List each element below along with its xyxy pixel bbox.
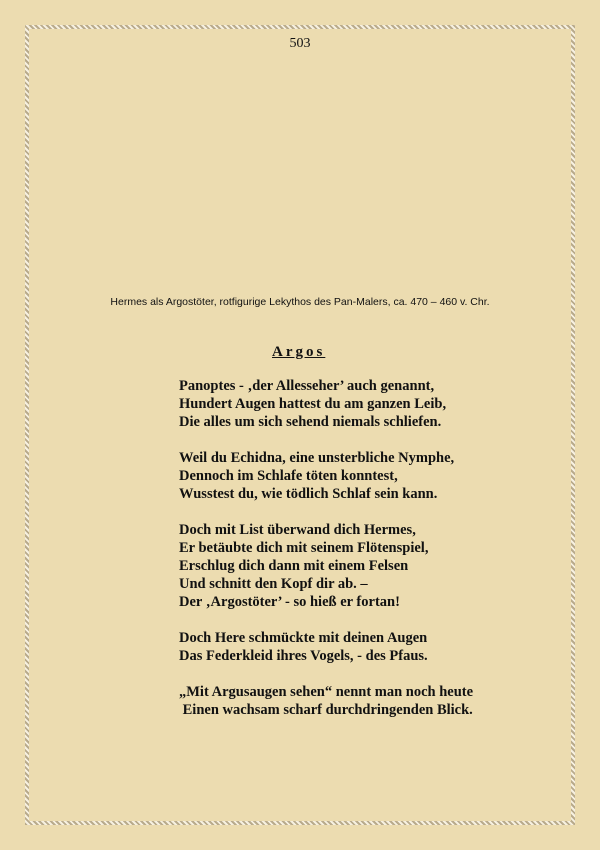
poem-line: Einen wachsam scharf durchdringenden Blick.: [179, 702, 473, 718]
poem-line: Dennoch im Schlafe töten konntest,: [179, 468, 398, 484]
poem-line: Weil du Echidna, eine unsterbliche Nymphe,: [179, 450, 455, 466]
poem-line: Er betäubte dich mit seinem Flötenspiel,: [179, 540, 429, 556]
stanza: [179, 683, 559, 719]
stanza: [179, 449, 559, 503]
poem-line: Doch Here schmückte mit deinen Augen: [179, 630, 428, 646]
poem-line: Wusstest du, wie tödlich Schlaf sein kann.: [179, 486, 438, 502]
poem-line: Erschlug dich dann mit einem Felsen: [179, 558, 409, 574]
poem-title: Argos: [272, 344, 326, 360]
poem-line: Der ‚Argostöter’ - so hieß er fortan!: [179, 594, 400, 610]
poem-line: Panoptes - ‚der Allesseher’ auch genannt,: [179, 378, 435, 394]
poem-line: Die alles um sich sehend niemals schliefen.: [179, 414, 442, 430]
poem-line: „Mit Argusaugen sehen“ nennt man noch heute: [179, 684, 474, 700]
poem-line: Das Federkleid ihres Vogels, - des Pfaus.: [179, 648, 428, 664]
poem-body: [179, 377, 559, 737]
stanza: [179, 521, 559, 611]
stanza: [179, 377, 559, 431]
stanza: [179, 629, 559, 665]
page-number: 503: [289, 36, 311, 51]
image-caption: Hermes als Argostöter, rotfigurige Lekythos des Pan-Malers, ca. 470 – 460 v. Chr.: [110, 296, 490, 308]
poem-line: Hundert Augen hattest du am ganzen Leib,: [179, 396, 447, 412]
poem-line: Doch mit List überwand dich Hermes,: [179, 522, 416, 538]
poem-line: Und schnitt den Kopf dir ab. –: [179, 576, 368, 592]
